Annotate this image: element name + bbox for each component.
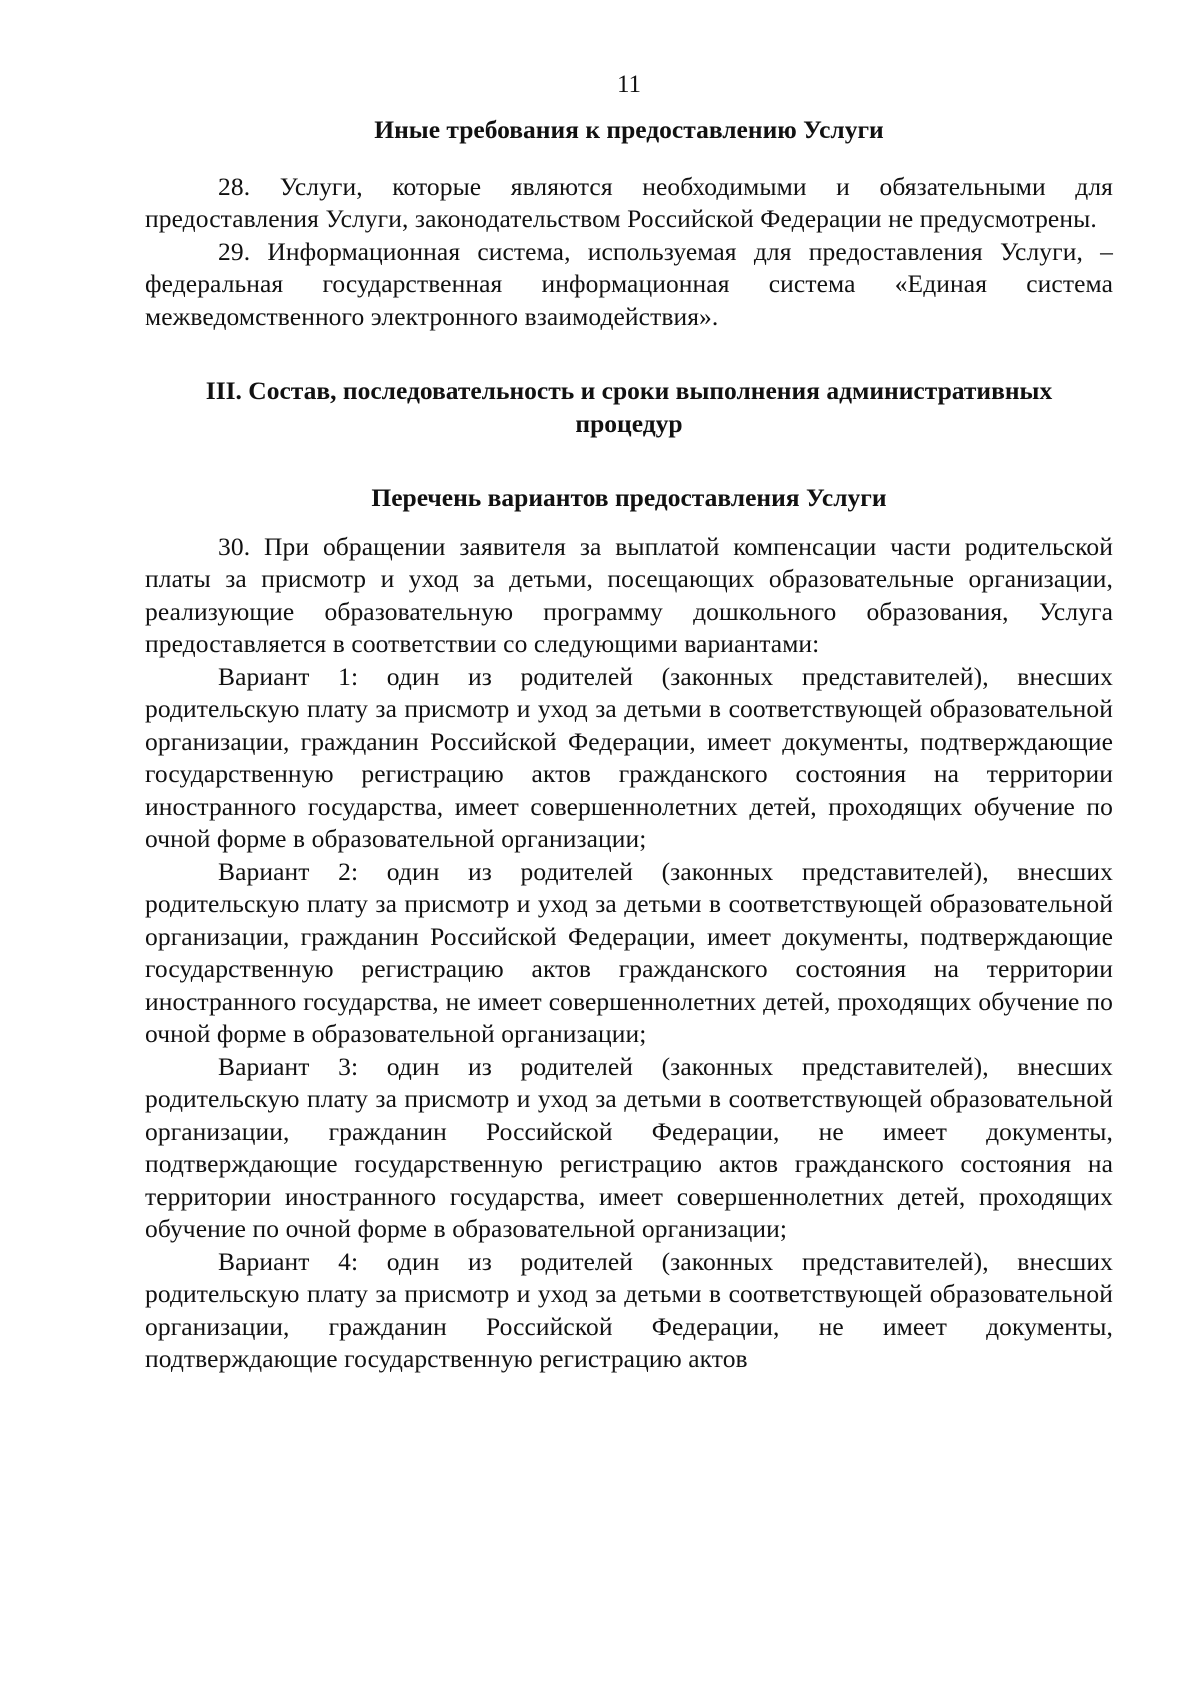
document-page xyxy=(145,70,1113,1376)
variant-2: Вариант 2: один из родителей (законных представителей), внесших родительскую плату за присмотр и уход за детьми в соответствующей образовательной организации, гражданин Российской Федерации, имеет документы, подтверждающие государственную регистрацию актов гражданского состояния на территории иностранного государства, не имеет совершеннолетних детей, проходящих обучение по очной форме в образовательной организации; xyxy=(145,856,1113,1048)
heading-section-3-line1: III. Состав, последовательность и сроки выполнения административных xyxy=(205,376,1053,405)
page-number: 11 xyxy=(616,71,642,98)
paragraph-29: 29. Информационная система, используемая для предоставления Услуги, – федеральная государственная информационная система «Единая система межведомственного электронного взаимодействия». xyxy=(145,236,1113,331)
variant-4: Вариант 4: один из родителей (законных представителей), внесших родительскую плату за присмотр и уход за детьми в соответствующей образовательной организации, гражданин Российской Федерации, не имеет документы, подтверждающие государственную регистрацию актов xyxy=(145,1246,1113,1373)
variant-3: Вариант 3: один из родителей (законных представителей), внесших родительскую плату за присмотр и уход за детьми в соответствующей образовательной организации, гражданин Российской Федерации, не имеет документы, подтверждающие государственную регистрацию актов гражданского состояния на территории иностранного государства, имеет совершеннолетних детей, проходящих обучение по очной форме в образовательной организации; xyxy=(145,1051,1113,1243)
paragraph-28: 28. Услуги, которые являются необходимыми и обязательными для предоставления Услуги, законодательством Российской Федерации не предусмотрены. xyxy=(145,171,1113,233)
paragraph-30: 30. При обращении заявителя за выплатой компенсации части родительской платы за присмотр и уход за детьми, посещающих образовательные организации, реализующие образовательную программу дошкольного образования, Услуга предоставляется в соответствии со следующими вариантами: xyxy=(145,531,1113,658)
heading-section-3 xyxy=(145,375,1113,440)
variant-1: Вариант 1: один из родителей (законных представителей), внесших родительскую плату за присмотр и уход за детьми в соответствующей образовательной организации, гражданин Российской Федерации, имеет документы, подтверждающие государственную регистрацию актов гражданского состояния на территории иностранного государства, имеет совершеннолетних детей, проходящих обучение по очной форме в образовательной организации; xyxy=(145,661,1113,853)
heading-other-requirements: Иные требования к предоставлению Услуги xyxy=(374,115,884,144)
heading-section-3-line2: процедур xyxy=(575,408,683,438)
heading-variants-list: Перечень вариантов предоставления Услуги xyxy=(371,483,887,512)
